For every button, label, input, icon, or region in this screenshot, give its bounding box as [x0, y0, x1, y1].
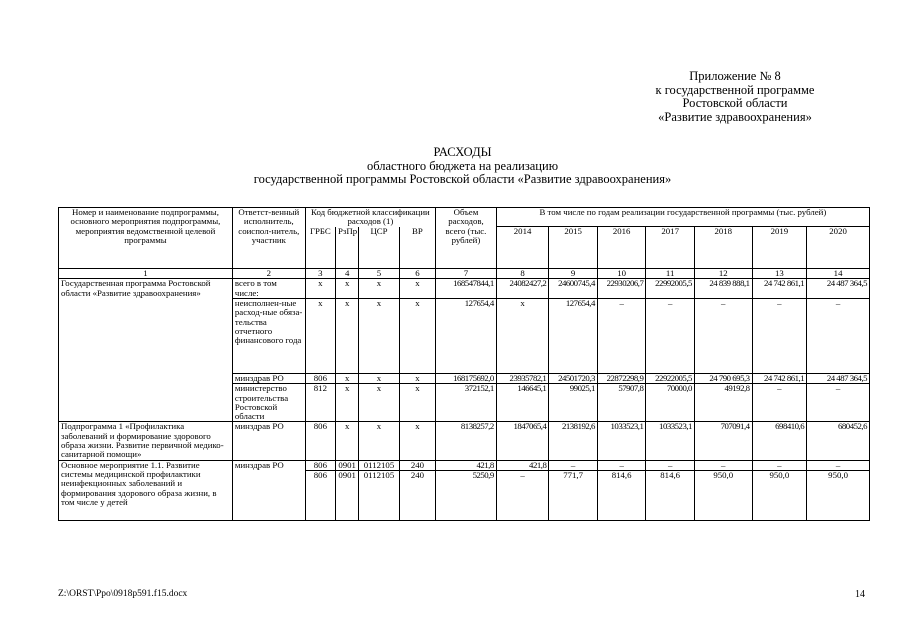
col-number: 10 [597, 269, 646, 279]
executor-cell: министерство строительства Ростовской области [232, 384, 305, 422]
appendix-line: «Развитие здравоохранения» [658, 109, 812, 124]
total-cell: 127654,4 [436, 298, 497, 373]
col-number: 2 [232, 269, 305, 279]
grbs-cell: 806 [305, 422, 335, 460]
year-cell: – [752, 298, 807, 373]
year-cell: 22930206,7 [597, 279, 646, 299]
col-number: 1 [59, 269, 233, 279]
vr-cell: х [399, 279, 435, 299]
header-name: Номер и наименование подпрограммы, основного мероприятия подпрограммы, мероприятия ведомственной целевой программы [59, 208, 233, 269]
expenses-table [58, 207, 870, 521]
total-cell: 372152,1 [436, 384, 497, 422]
executor-cell: всего в том числе: [232, 279, 305, 299]
vr-cell: х [399, 298, 435, 373]
grbs-cell: 812 [305, 384, 335, 422]
year-cell: 1847065,4 [496, 422, 549, 460]
year-cell: – [807, 460, 870, 470]
year-cell: 49192,8 [694, 384, 752, 422]
year-cell: 950,0 [807, 470, 870, 520]
header-budget-code: Код бюджетной классификации расходов (1) [305, 208, 435, 227]
year-cell: – [646, 460, 695, 470]
year-cell: – [597, 460, 646, 470]
header-row [59, 208, 870, 227]
year-cell: 24 742 861,1 [752, 279, 807, 299]
grbs-cell: х [305, 279, 335, 299]
header-year: 2016 [597, 227, 646, 269]
rzpr-cell: х [336, 298, 359, 373]
appendix-heading [625, 70, 845, 124]
col-number: 14 [807, 269, 870, 279]
year-cell: 421,8 [496, 460, 549, 470]
year-cell: 24501720,3 [549, 373, 598, 383]
col-number: 4 [336, 269, 359, 279]
year-cell: 698410,6 [752, 422, 807, 460]
year-cell: 23935782,1 [496, 373, 549, 383]
year-cell: 1033523,1 [646, 422, 695, 460]
header-year: 2017 [646, 227, 695, 269]
header-csr: ЦСР [359, 227, 399, 269]
rzpr-cell: х [336, 422, 359, 460]
year-cell: 24 487 364,5 [807, 373, 870, 383]
header-year: 2018 [694, 227, 752, 269]
rzpr-cell: 0901 [336, 460, 359, 470]
col-number: 6 [399, 269, 435, 279]
csr-cell: 0112105 [359, 460, 399, 470]
year-cell: 771,7 [549, 470, 598, 520]
appendix-number: Приложение № 8 [689, 69, 781, 83]
year-cell: 22872298,9 [597, 373, 646, 383]
year-cell: 57907,8 [597, 384, 646, 422]
grbs-cell: 806 [305, 460, 335, 470]
title-line: областного бюджета на реализацию [366, 158, 559, 173]
column-numbers-row [59, 269, 870, 279]
rzpr-cell: х [336, 373, 359, 383]
total-cell: 5250,9 [436, 470, 497, 520]
vr-cell: 240 [399, 460, 435, 470]
col-number: 9 [549, 269, 598, 279]
year-cell: – [752, 460, 807, 470]
executor-cell: минздрав РО [232, 460, 305, 520]
year-cell: 99025,1 [549, 384, 598, 422]
table-row [59, 422, 870, 460]
header-year: 2015 [549, 227, 598, 269]
year-cell: – [496, 470, 549, 520]
year-cell: 22922005,5 [646, 373, 695, 383]
vr-cell: х [399, 422, 435, 460]
csr-cell: х [359, 279, 399, 299]
header-volume: Объем расходов, всего (тыс. рублей) [436, 208, 497, 269]
appendix-line: к государственной программе [655, 82, 815, 97]
year-cell: 24 742 861,1 [752, 373, 807, 383]
program-name: Государственная программа Ростовской области «Развитие здравоохранения» [59, 279, 233, 422]
total-cell: 421,8 [436, 460, 497, 470]
activity-name: Основное мероприятие 1.1. Развитие системы медицинской профилактики неинфекционных заболеваний и формирования здорового образа жизни, в том числе у детей [59, 460, 233, 520]
col-number: 13 [752, 269, 807, 279]
csr-cell: х [359, 422, 399, 460]
executor-cell: неисполнен-ные расход-ные обяза-тельства отчетного финансового года [232, 298, 305, 373]
vr-cell: х [399, 373, 435, 383]
year-cell: – [807, 384, 870, 422]
year-cell: 24 839 888,1 [694, 279, 752, 299]
year-cell: 22992005,5 [646, 279, 695, 299]
col-number: 3 [305, 269, 335, 279]
title-main: РАСХОДЫ [433, 145, 492, 159]
year-cell: 814,6 [646, 470, 695, 520]
rzpr-cell: 0901 [336, 470, 359, 520]
year-cell: – [694, 298, 752, 373]
grbs-cell: 806 [305, 373, 335, 383]
grbs-cell: х [305, 298, 335, 373]
year-cell: 814,6 [597, 470, 646, 520]
year-cell: 2138192,6 [549, 422, 598, 460]
csr-cell: х [359, 384, 399, 422]
year-cell: 707091,4 [694, 422, 752, 460]
total-cell: 8138257,2 [436, 422, 497, 460]
year-cell: 70000,0 [646, 384, 695, 422]
year-cell: 127654,4 [549, 298, 598, 373]
year-cell: 1033523,1 [597, 422, 646, 460]
title-line: государственной программы Ростовской области «Развитие здравоохранения» [253, 172, 672, 186]
header-year: 2020 [807, 227, 870, 269]
year-cell: 680452,6 [807, 422, 870, 460]
header-grbs: ГРБС [305, 227, 335, 269]
header-executor: Ответст-венный исполнитель, соиспол-нитель, участник [232, 208, 305, 269]
year-cell: – [752, 384, 807, 422]
year-cell: – [646, 298, 695, 373]
page-number: 14 [855, 589, 865, 600]
col-number: 12 [694, 269, 752, 279]
year-cell: – [694, 460, 752, 470]
total-cell: 168175692,0 [436, 373, 497, 383]
year-cell: 24082427,2 [496, 279, 549, 299]
year-cell: – [807, 298, 870, 373]
year-cell: – [597, 298, 646, 373]
appendix-line: Ростовской области [682, 96, 788, 110]
document-title [200, 146, 725, 187]
total-cell: 168547844,1 [436, 279, 497, 299]
rzpr-cell: х [336, 279, 359, 299]
col-number: 5 [359, 269, 399, 279]
header-rzpr: РзПр [336, 227, 359, 269]
csr-cell: х [359, 298, 399, 373]
table-row [59, 460, 870, 470]
col-number: 11 [646, 269, 695, 279]
grbs-cell: 806 [305, 470, 335, 520]
file-path: Z:\ORST\Ppo\0918p591.f15.docx [58, 589, 188, 599]
header-year: 2014 [496, 227, 549, 269]
executor-cell: минздрав РО [232, 373, 305, 383]
vr-cell: 240 [399, 470, 435, 520]
csr-cell: х [359, 373, 399, 383]
year-cell: 24 487 364,5 [807, 279, 870, 299]
header-by-years: В том числе по годам реализации государственной программы (тыс. рублей) [496, 208, 869, 227]
year-cell: х [496, 298, 549, 373]
year-cell: 950,0 [694, 470, 752, 520]
csr-cell: 0112105 [359, 470, 399, 520]
year-cell: 950,0 [752, 470, 807, 520]
col-number: 7 [436, 269, 497, 279]
subprogram-name: Подпрограмма 1 «Профилактика заболеваний и формирование здорового образа жизни. Развитие первичной медико-санитарной помощи» [59, 422, 233, 460]
vr-cell: х [399, 384, 435, 422]
year-cell: – [549, 460, 598, 470]
header-vr: ВР [399, 227, 435, 269]
col-number: 8 [496, 269, 549, 279]
year-cell: 24 790 695,3 [694, 373, 752, 383]
table-row [59, 279, 870, 299]
header-year: 2019 [752, 227, 807, 269]
rzpr-cell: х [336, 384, 359, 422]
executor-cell: минздрав РО [232, 422, 305, 460]
year-cell: 24600745,4 [549, 279, 598, 299]
year-cell: 146645,1 [496, 384, 549, 422]
